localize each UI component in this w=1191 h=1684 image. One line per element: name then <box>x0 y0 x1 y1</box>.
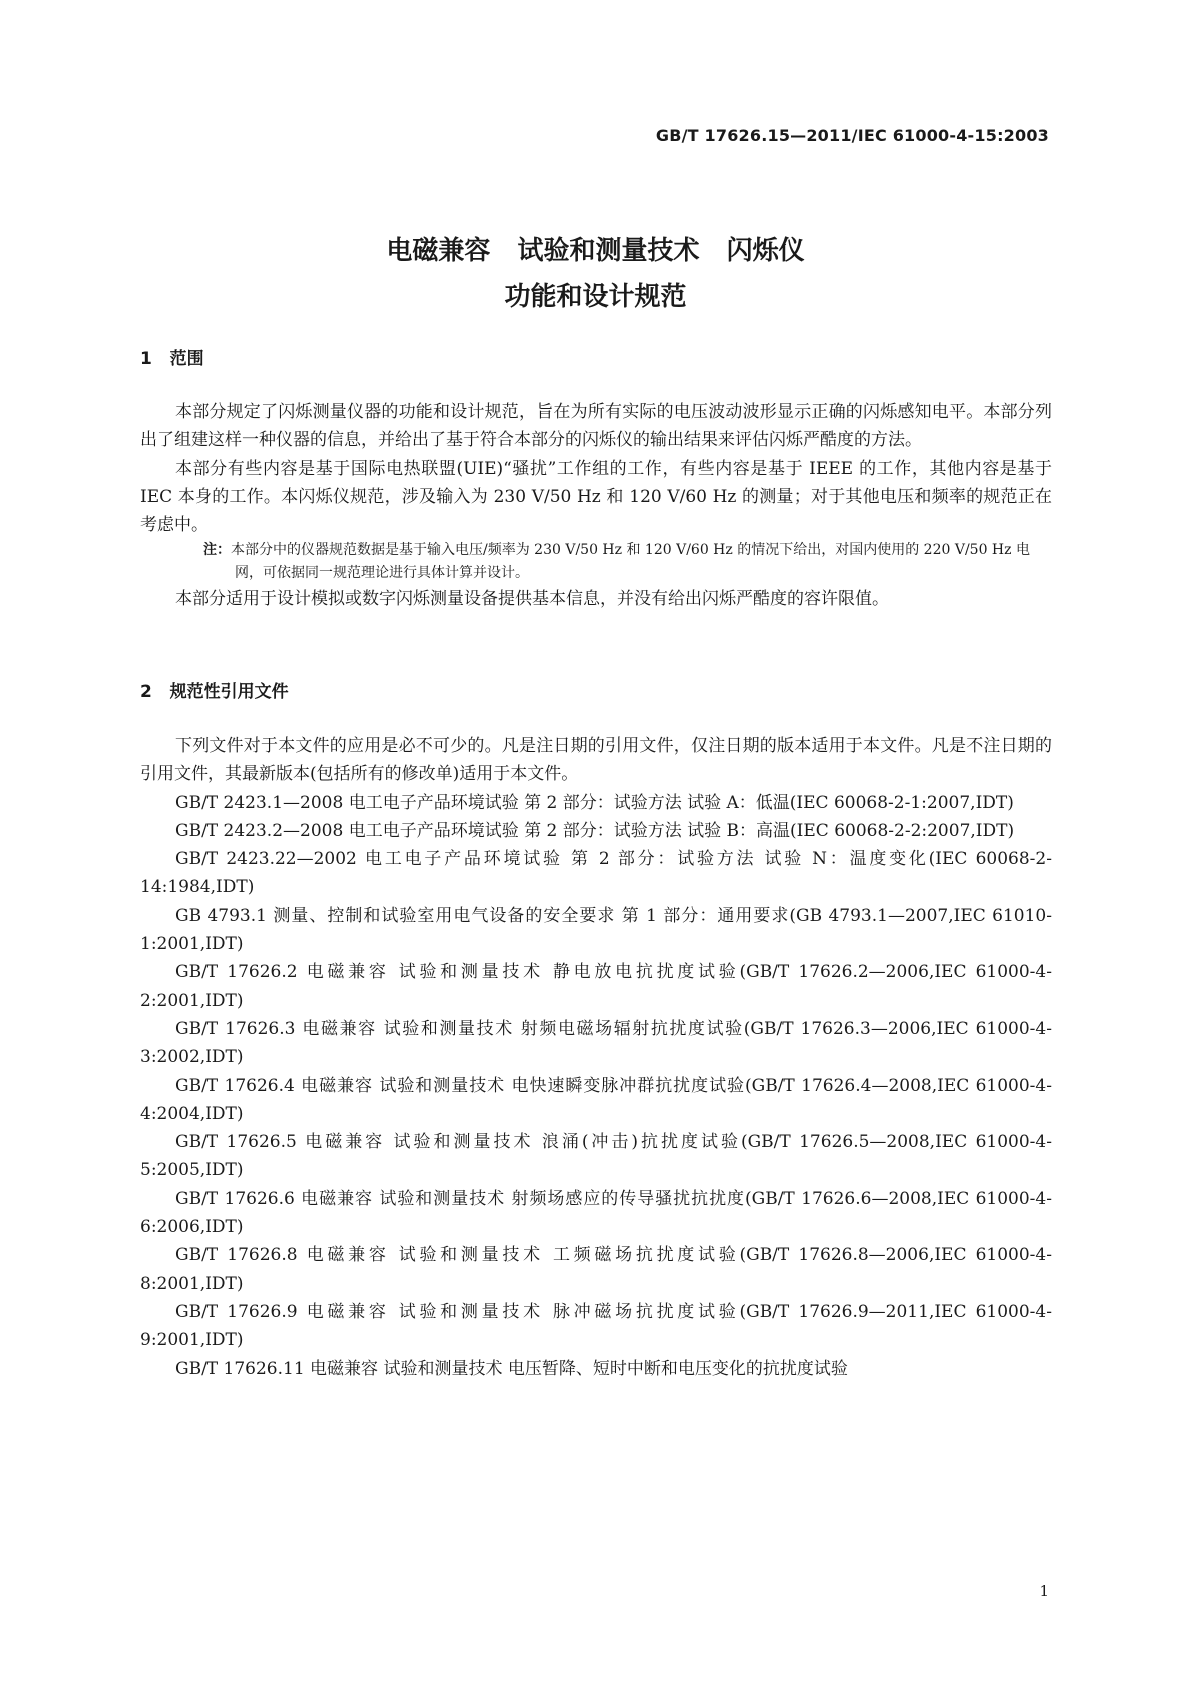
reference-item: GB/T 17626.11 电磁兼容 试验和测量技术 电压暂降、短时中断和电压变化的抗扰度试验 <box>175 1358 848 1379</box>
section-2-body <box>140 732 1052 1383</box>
reference-item: GB/T 17626.4 电磁兼容 试验和测量技术 电快速瞬变脉冲群抗扰度试验(GB/T 17626.4—2008,IEC 61000-4-4:2004,IDT) <box>140 1075 1052 1124</box>
section-1-paragraph-2: 本部分有些内容是基于国际电热联盟(UIE)“骚扰”工作组的工作，有些内容是基于 IEEE 的工作，其他内容是基于 IEC 本身的工作。本闪烁仪规范，涉及输入为 230 V/50 Hz 和 120 V/60 Hz 的测量；对于其他电压和频率的规范正在考虑中。 <box>140 458 1052 536</box>
reference-item: GB/T 17626.3 电磁兼容 试验和测量技术 射频电磁场辐射抗扰度试验(GB/T 17626.3—2006,IEC 61000-4-3:2002,IDT) <box>140 1018 1052 1068</box>
section-1-heading: 1 范围 <box>140 349 204 369</box>
note-text: 本部分中的仪器规范数据是基于输入电压/频率为 230 V/50 Hz 和 120 V/60 Hz 的情况下给出，对国内使用的 220 V/50 Hz 电网，可依据同一规范理论进行具体计算并设计。 <box>231 542 1030 582</box>
reference-item: GB/T 2423.22—2002 电工电子产品环境试验 第 2 部分：试验方法 试验 N：温度变化(IEC 60068-2-14:1984,IDT) <box>140 849 1052 898</box>
note <box>175 539 1052 585</box>
reference-item: GB/T 17626.5 电磁兼容 试验和测量技术 浪涌(冲击)抗扰度试验(GB/T 17626.5—2008,IEC 61000-4-5:2005,IDT) <box>140 1132 1052 1181</box>
reference-item: GB/T 2423.1—2008 电工电子产品环境试验 第 2 部分：试验方法 试验 A：低温(IEC 60068-2-1:2007,IDT) <box>175 792 1014 813</box>
reference-item: GB/T 2423.2—2008 电工电子产品环境试验 第 2 部分：试验方法 试验 B：高温(IEC 60068-2-2:2007,IDT) <box>175 820 1015 841</box>
section-1-paragraph-1: 本部分规定了闪烁测量仪器的功能和设计规范，旨在为所有实际的电压波动波形显示正确的闪烁感知电平。本部分列出了组建这样一种仪器的信息，并给出了基于符合本部分的闪烁仪的输出结果来评估闪烁严酷度的方法。 <box>140 402 1052 451</box>
reference-item: GB/T 17626.8 电磁兼容 试验和测量技术 工频磁场抗扰度试验(GB/T 17626.8—2006,IEC 61000-4-8:2001,IDT) <box>140 1245 1052 1294</box>
section-1-paragraph-3: 本部分适用于设计模拟或数字闪烁测量设备提供基本信息，并没有给出闪烁严酷度的容许限值。 <box>175 589 889 610</box>
standard-code-header: GB/T 17626.15—2011/IEC 61000-4-15:2003 <box>655 126 1049 145</box>
note-label: 注： <box>203 542 231 559</box>
title-line-2: 功能和设计规范 <box>504 282 687 312</box>
reference-item: GB/T 17626.6 电磁兼容 试验和测量技术 射频场感应的传导骚扰抗扰度(GB/T 17626.6—2008,IEC 61000-4-6:2006,IDT) <box>140 1188 1052 1238</box>
reference-item: GB 4793.1 测量、控制和试验室用电气设备的安全要求 第 1 部分：通用要求(GB 4793.1—2007,IEC 61010-1:2001,IDT) <box>140 905 1052 955</box>
reference-item: GB/T 17626.9 电磁兼容 试验和测量技术 脉冲磁场抗扰度试验(GB/T 17626.9—2011,IEC 61000-4-9:2001,IDT) <box>140 1301 1052 1351</box>
section-2-heading: 2 规范性引用文件 <box>140 682 289 702</box>
document-title <box>0 228 1191 320</box>
title-line-1: 电磁兼容 试验和测量技术 闪烁仪 <box>386 236 805 266</box>
section-1-body <box>140 398 1052 614</box>
page-number: 1 <box>1039 1582 1049 1600</box>
reference-item: GB/T 17626.2 电磁兼容 试验和测量技术 静电放电抗扰度试验(GB/T 17626.2—2006,IEC 61000-4-2:2001,IDT) <box>140 962 1052 1011</box>
section-2-intro: 下列文件对于本文件的应用是必不可少的。凡是注日期的引用文件，仅注日期的版本适用于本文件。凡是不注日期的引用文件，其最新版本(包括所有的修改单)适用于本文件。 <box>140 736 1052 785</box>
